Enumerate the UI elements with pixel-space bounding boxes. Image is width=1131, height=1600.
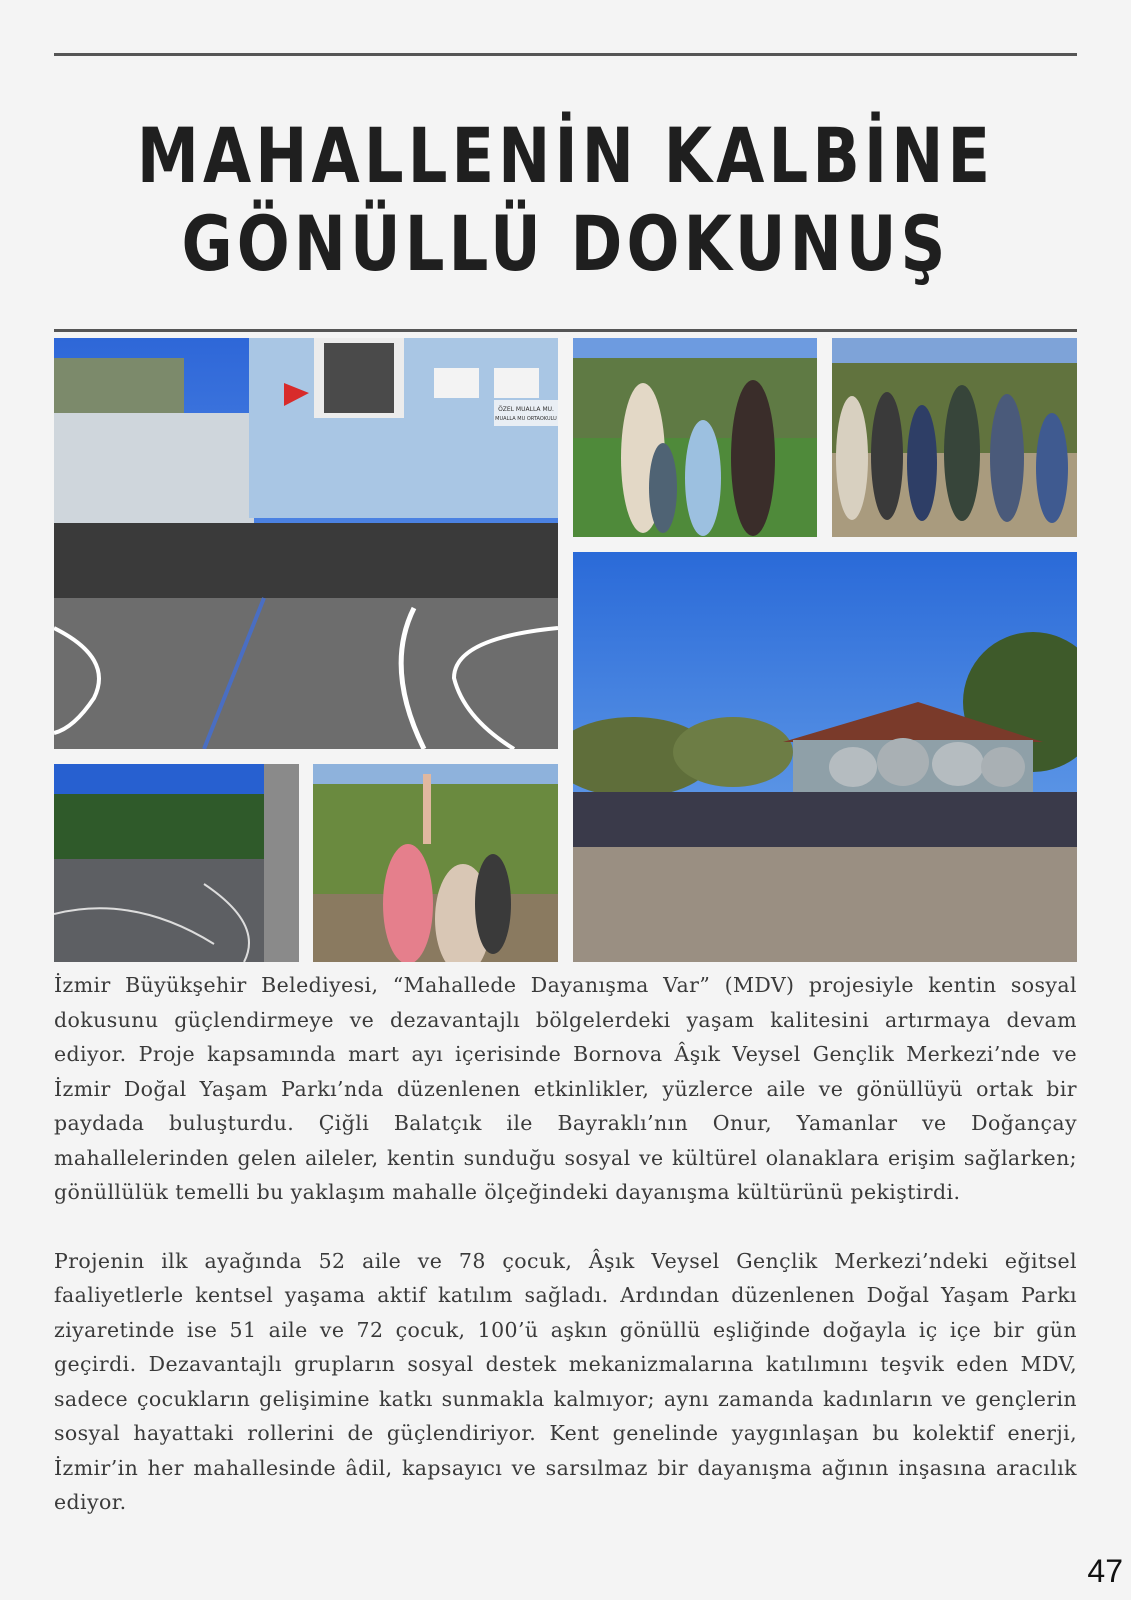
schoolyard-photo <box>54 764 299 962</box>
article-body <box>54 968 1077 1554</box>
elephant-mural-group-photo <box>573 552 1077 962</box>
selfie-photo <box>313 764 558 962</box>
page-number: 47 <box>1087 1553 1123 1589</box>
school-sign-2: MUALLA MU ORTAOKULU <box>495 416 557 422</box>
title-rule <box>54 329 1077 332</box>
park-volunteers-photo <box>832 338 1077 537</box>
school-group-photo <box>54 338 558 749</box>
page-title <box>102 112 1029 288</box>
school-sign: ÖZEL MUALLA MU. <box>498 406 554 413</box>
park-family-photo <box>573 338 817 537</box>
title-line-1: MAHALLENİN KALBİNE <box>136 111 995 200</box>
paragraph-1: İzmir Büyükşehir Belediyesi, “Mahallede Dayanışma Var” (MDV) projesiyle kentin sosyal dokusunu güçlendirmeye ve dezavantajlı bölgelerdeki yaşam kalitesini artırmaya devam ediyor. Proje kapsamında mart ayı içerisinde Bornova Âşık Veysel Gençlik Merkezi’nde ve İzmir Doğal Yaşam Parkı’nda düzenlenen etkinlikler, yüzlerce aile ve gönüllüyü ortak bir paydada buluşturdu. Çiğli Balatçık ile Bayraklı’nın Onur, Yamanlar ve Doğançay mahallelerinden gelen aileler, kentin sunduğu sosyal ve kültürel olanaklara erişim sağlarken; gönüllülük temelli bu yaklaşım mahalle ölçeğindeki dayanışma kültürünü pekiştirdi. <box>54 973 1077 1204</box>
top-rule <box>54 53 1077 56</box>
paragraph-2: Projenin ilk ayağında 52 aile ve 78 çocuk, Âşık Veysel Gençlik Merkezi’ndeki eğitsel faaliyetlerle kentsel yaşama aktif katılım sağladı. Ardından düzenlenen Doğal Yaşam Parkı ziyaretinde ise 51 aile ve 72 çocuk, 100’ü aşkın gönüllü eşliğinde doğayla iç içe bir gün geçirdi. Dezavantajlı grupların sosyal destek mekanizmalarına katılımını teşvik eden MDV, sadece çocukların gelişimine katkı sunmakla kalmıyor; aynı zamanda kadınların ve gençlerin sosyal hayattaki rollerini de güçlendiriyor. Kent genelinde yaygınlaşan bu kolektif enerji, İzmir’in her mahallesinde âdil, kapsayıcı ve sarsılmaz bir dayanışma ağının inşasına aracılık ediyor. <box>54 1248 1077 1514</box>
title-line-2: GÖNÜLLÜ DOKUNUŞ <box>181 199 950 288</box>
